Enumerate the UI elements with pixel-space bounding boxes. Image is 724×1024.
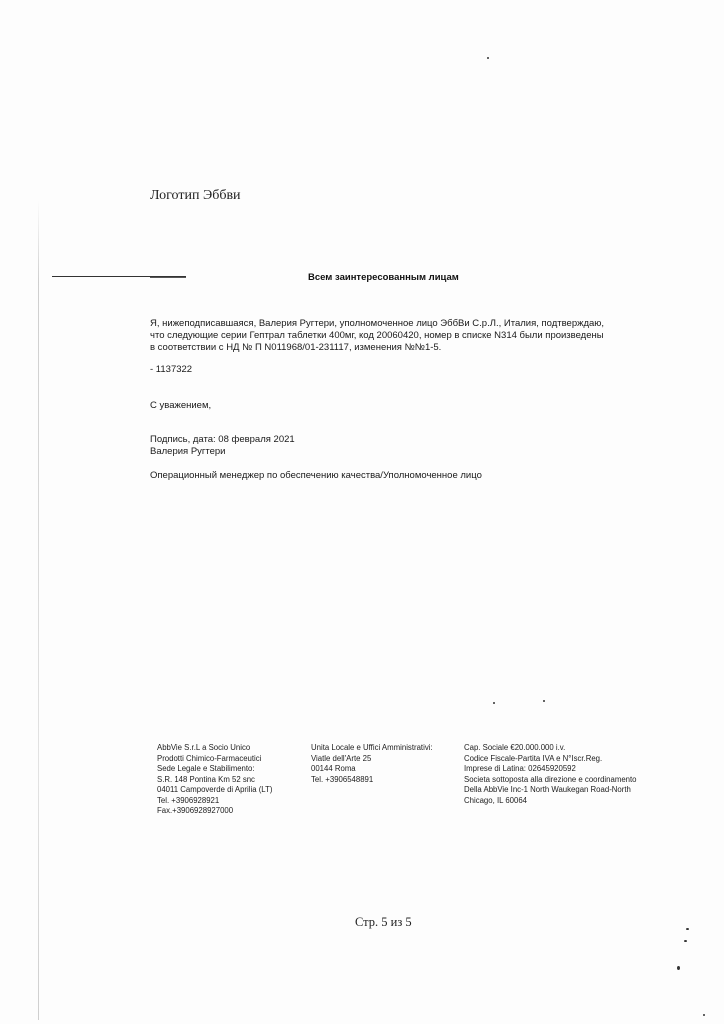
signatory-position: Операционный менеджер по обеспечению качества/Уполномоченное лицо bbox=[150, 470, 482, 481]
footer-line: Viatle dell'Arte 25 bbox=[311, 753, 372, 763]
signature-date: Подпись, дата: 08 февраля 2021 bbox=[150, 434, 295, 445]
letter-body bbox=[150, 318, 630, 354]
footer-line: Imprese di Latina: 02645920592 bbox=[464, 764, 576, 773]
signatory-name: Валерия Ругтери bbox=[150, 446, 226, 457]
scan-speck bbox=[543, 700, 545, 702]
signature-block bbox=[150, 434, 295, 458]
scan-speck bbox=[677, 966, 680, 970]
footer-line: 04011 Campoverde di Aprilia (LT) bbox=[157, 785, 273, 794]
footer-line: Unita Locale e Uffici Amministrativi: bbox=[311, 743, 433, 752]
footer-legal-info bbox=[464, 743, 637, 806]
footer-line: Codice Fiscale-Partita IVA e N°Iscr.Reg. bbox=[464, 753, 603, 763]
footer-line: Chicago, IL 60064 bbox=[464, 795, 527, 805]
footer-line: Cap. Sociale €20.000.000 i.v. bbox=[464, 743, 566, 752]
series-item: - 1137322 bbox=[150, 364, 193, 375]
header-rule-overlap bbox=[150, 277, 186, 278]
body-line: Я, нижеподписавшаяся, Валерия Ругтери, уполномоченное лицо ЭббВи С.р.Л., Италия, подтверждаю, bbox=[150, 318, 605, 329]
scan-speck bbox=[703, 1014, 705, 1016]
footer-office-info bbox=[311, 743, 433, 785]
scan-speck bbox=[487, 57, 489, 59]
footer-line: 00144 Roma bbox=[311, 764, 356, 773]
footer-line: Della AbbVie Inc-1 North Waukegan Road-North bbox=[464, 785, 631, 794]
footer-company-info bbox=[157, 743, 272, 817]
footer-line: Sede Legale e Stabilimento: bbox=[157, 764, 255, 773]
body-line: в соответствии с НД № П N011968/01-231117, изменения №№1-5. bbox=[150, 342, 442, 353]
scan-speck bbox=[686, 928, 689, 930]
footer-line: Prodotti Chimico-Farmaceutici bbox=[157, 753, 262, 763]
footer-line: Societa sottoposta alla direzione e coordinamento bbox=[464, 774, 637, 784]
scan-speck bbox=[493, 702, 495, 704]
logo-placeholder: Логотип Эббви bbox=[150, 188, 241, 203]
footer-line: Tel. +3906548891 bbox=[311, 774, 374, 784]
footer-line: Fax.+3906928927000 bbox=[157, 806, 234, 815]
footer-line: S.R. 148 Pontina Km 52 snc bbox=[157, 774, 255, 784]
page-number: Стр. 5 из 5 bbox=[355, 915, 412, 929]
recipients-heading: Всем заинтересованным лицам bbox=[308, 272, 459, 283]
body-line: что следующие серии Гептрал таблетки 400мг, код 20060420, номер в списке N314 были произведены bbox=[150, 330, 604, 341]
scan-speck bbox=[684, 940, 687, 942]
footer-line: Tel. +3906928921 bbox=[157, 795, 220, 805]
closing-salutation: С уважением, bbox=[150, 400, 212, 411]
footer-line: AbbVie S.r.L a Socio Unico bbox=[157, 743, 251, 752]
scan-margin-line bbox=[38, 200, 39, 1020]
